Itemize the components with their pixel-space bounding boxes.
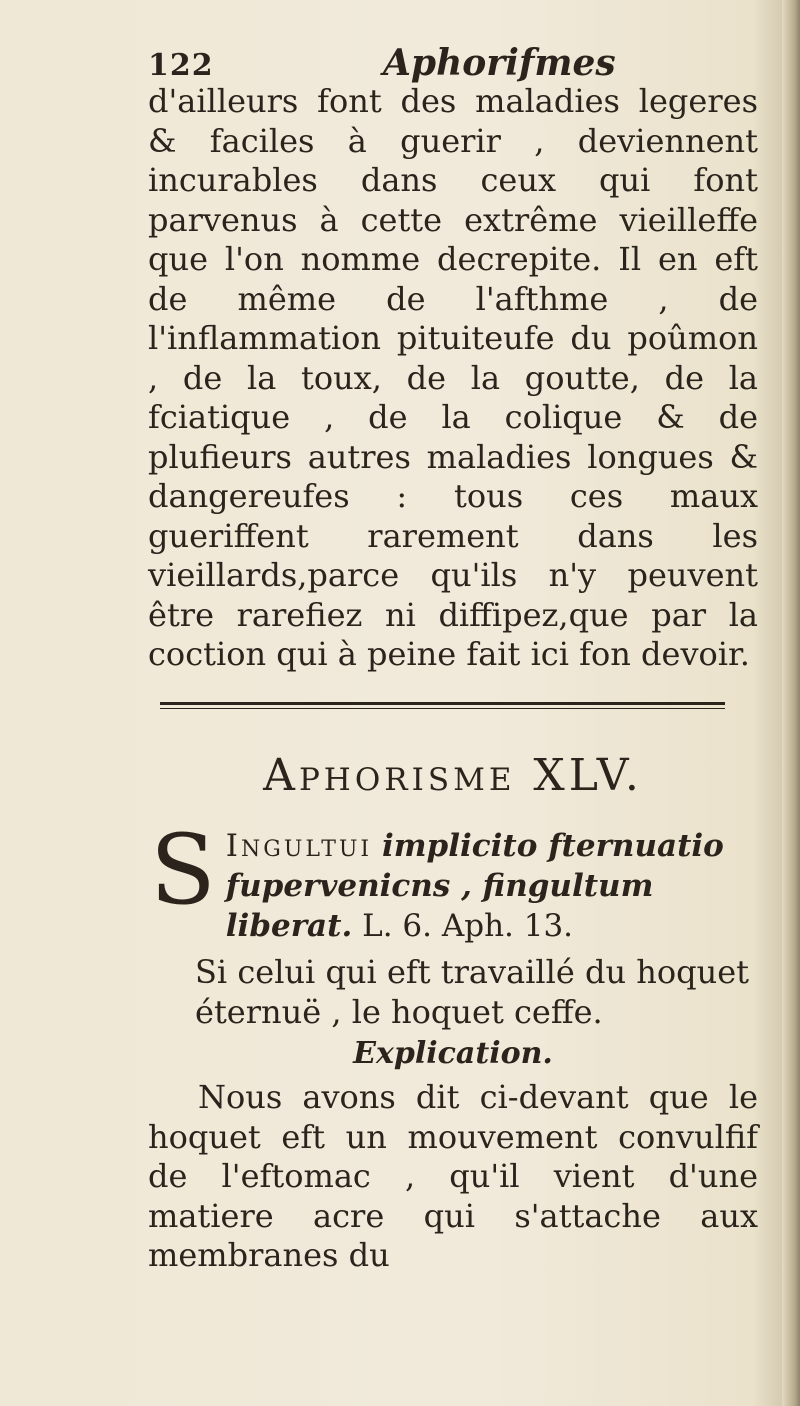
latin-aphorism	[150, 814, 760, 946]
page-edge	[782, 0, 800, 1406]
aphorism-title: Aphorisme XLV.	[263, 750, 643, 801]
latin-text: implicito fternuatio fupervenicns , fingultum liberat.	[225, 828, 724, 944]
section-divider	[160, 702, 725, 705]
section-divider-thin	[160, 708, 725, 709]
latin-lead-word: Ingultui	[225, 828, 373, 864]
page-number: 122	[148, 48, 214, 83]
explanation-paragraph: Nous avons dit ci-devant que le hoquet eft un mouvement convulfif de l'eftomac , qu'il vient d'une matiere acre qui s'attache aux membranes du	[148, 1078, 758, 1274]
explanation-heading: Explication.	[353, 1036, 553, 1071]
running-title: Aphorifmes	[383, 42, 616, 84]
drop-cap: S	[150, 814, 216, 926]
continued-paragraph: d'ailleurs font des maladies legeres & faciles à guerir , deviennent incurables dans ceux qui font parvenus à cette extrême vieilleffe que l'on nomme decrepite. Il en eft de même de l'afthme , de l'inflammation pituiteufe du poûmon , de la toux, de la goutte, de la fciatique , de la colique & de plufieurs autres maladies longues & dangereufes : tous ces maux gueriffent rarement dans les vieillards,parce qu'ils n'y peuvent être rarefiez ni diffipez,que par la coction qui à peine fait ici fon devoir.	[148, 82, 758, 673]
latin-reference: L. 6. Aph. 13.	[362, 908, 574, 944]
french-translation: Si celui qui eft travaillé du hoquet éternuë , le hoquet ceffe.	[195, 953, 749, 1031]
